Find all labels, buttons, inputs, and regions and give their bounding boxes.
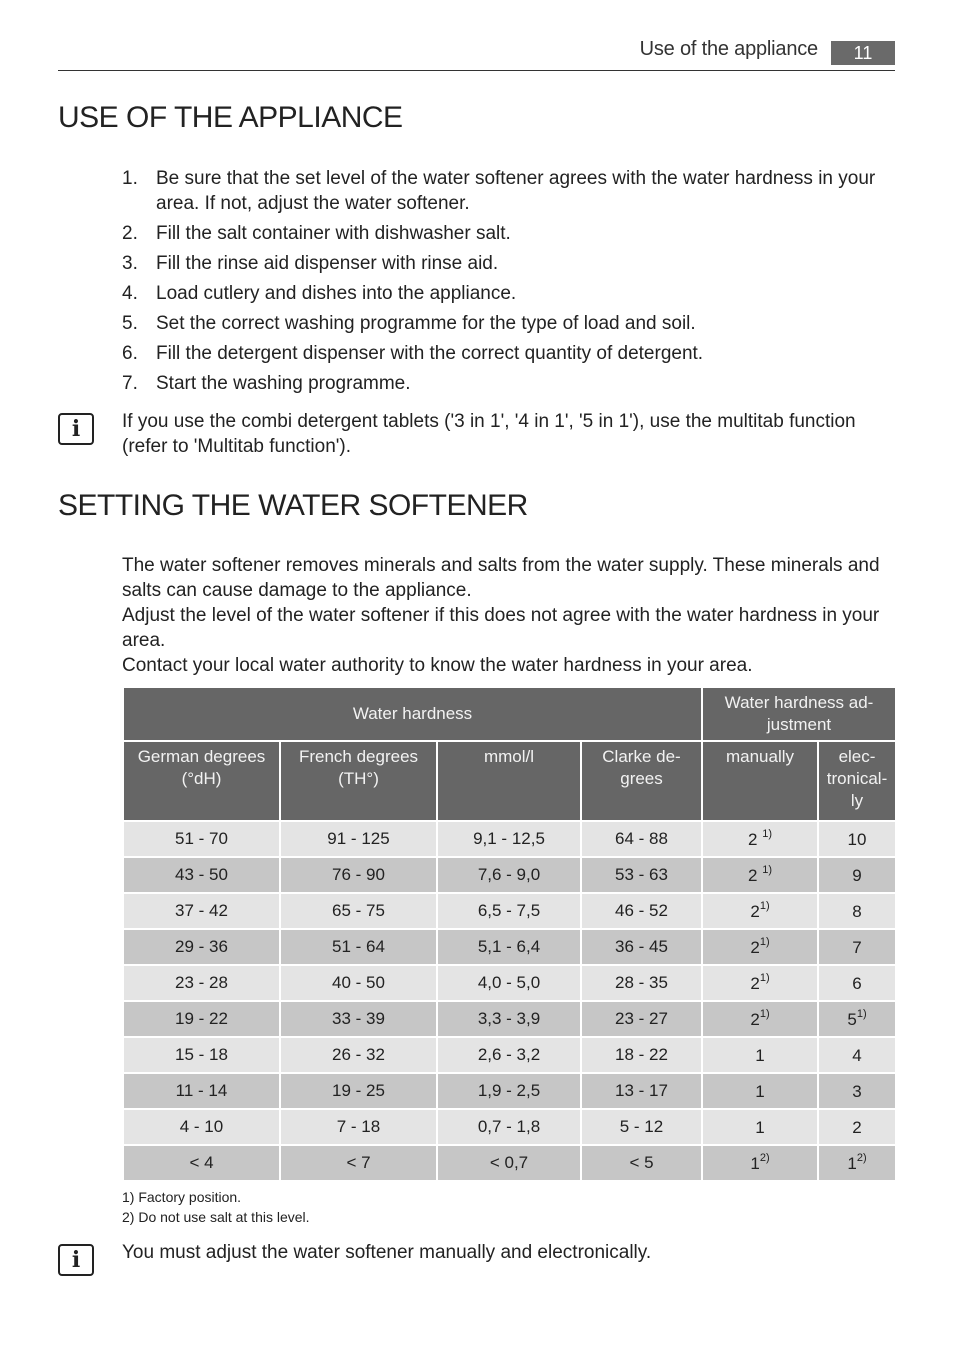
table-row xyxy=(123,821,896,857)
list-item xyxy=(122,221,892,246)
cell-electronic: 4 xyxy=(818,1037,896,1073)
footnote: 1) Factory position. xyxy=(122,1189,242,1205)
step-number: 1. xyxy=(122,168,138,189)
info-icon: i xyxy=(58,1244,94,1276)
table-row xyxy=(123,1037,896,1073)
intro-paragraph: The water softener removes minerals and salts from the water supply. These minerals and salts can cause damage to the appliance. xyxy=(122,555,880,601)
cell-french: < 7 xyxy=(280,1145,437,1181)
cell-mmol: 9,1 - 12,5 xyxy=(437,821,581,857)
column-header-french: French degrees (TH°) xyxy=(280,741,437,821)
cell-manual: 2 $^{1)}$ xyxy=(702,857,818,893)
page-number: 11 xyxy=(831,41,895,65)
cell-french: 7 - 18 xyxy=(280,1109,437,1145)
cell-french: 33 - 39 xyxy=(280,1001,437,1037)
section-title-softener: SETTING THE WATER SOFTENER xyxy=(58,489,528,522)
cell-german: 37 - 42 xyxy=(123,893,280,929)
cell-clarke: 53 - 63 xyxy=(581,857,702,893)
cell-electronic: 1$^{2)}$ xyxy=(818,1145,896,1181)
list-item xyxy=(122,166,892,216)
cell-french: 65 - 75 xyxy=(280,893,437,929)
cell-french: 76 - 90 xyxy=(280,857,437,893)
info-icon: i xyxy=(58,413,94,445)
cell-french: 26 - 32 xyxy=(280,1037,437,1073)
cell-mmol: < 0,7 xyxy=(437,1145,581,1181)
cell-french: 91 - 125 xyxy=(280,821,437,857)
cell-german: 29 - 36 xyxy=(123,929,280,965)
table-row xyxy=(123,929,896,965)
cell-mmol: 6,5 - 7,5 xyxy=(437,893,581,929)
step-text: Load cutlery and dishes into the appliance. xyxy=(156,283,517,304)
cell-electronic: 8 xyxy=(818,893,896,929)
cell-clarke: 18 - 22 xyxy=(581,1037,702,1073)
cell-electronic: 3 xyxy=(818,1073,896,1109)
cell-clarke: 5 - 12 xyxy=(581,1109,702,1145)
cell-manual: 1 xyxy=(702,1109,818,1145)
cell-french: 40 - 50 xyxy=(280,965,437,1001)
cell-electronic: 9 xyxy=(818,857,896,893)
cell-german: 11 - 14 xyxy=(123,1073,280,1109)
cell-manual: 2$^{1)}$ xyxy=(702,893,818,929)
step-text: Fill the salt container with dishwasher salt. xyxy=(156,223,511,244)
step-text: Be sure that the set level of the water softener agrees with the water hardness in your area. If not, adjust the water softener. xyxy=(156,168,876,214)
cell-clarke: 28 - 35 xyxy=(581,965,702,1001)
cell-manual: 1 xyxy=(702,1073,818,1109)
adjust-note: You must adjust the water softener manually and electronically. xyxy=(122,1242,652,1263)
step-text: Start the washing programme. xyxy=(156,373,411,394)
table-row xyxy=(123,1145,896,1181)
cell-mmol: 3,3 - 3,9 xyxy=(437,1001,581,1037)
cell-german: 15 - 18 xyxy=(123,1037,280,1073)
table-row xyxy=(123,965,896,1001)
cell-clarke: 13 - 17 xyxy=(581,1073,702,1109)
step-number: 5. xyxy=(122,313,138,334)
intro-paragraph: Adjust the level of the water softener if this does not agree with the water hardness in your area. xyxy=(122,605,880,651)
cell-clarke: 36 - 45 xyxy=(581,929,702,965)
section-title-use: USE OF THE APPLIANCE xyxy=(58,101,403,134)
cell-clarke: 23 - 27 xyxy=(581,1001,702,1037)
step-number: 3. xyxy=(122,253,138,274)
table-row xyxy=(123,1109,896,1145)
multitab-note: If you use the combi detergent tablets ('3 in 1', '4 in 1', '5 in 1'), use the multitab function (refer to 'Multitab function'). xyxy=(122,411,856,457)
step-number: 4. xyxy=(122,283,138,304)
cell-german: 43 - 50 xyxy=(123,857,280,893)
cell-mmol: 7,6 - 9,0 xyxy=(437,857,581,893)
cell-electronic: 2 xyxy=(818,1109,896,1145)
steps-list xyxy=(122,166,892,401)
table-footnotes xyxy=(122,1187,310,1227)
cell-german: 4 - 10 xyxy=(123,1109,280,1145)
list-item xyxy=(122,371,892,396)
cell-german: < 4 xyxy=(123,1145,280,1181)
cell-mmol: 1,9 - 2,5 xyxy=(437,1073,581,1109)
softener-intro xyxy=(122,553,897,678)
cell-manual: 2$^{1)}$ xyxy=(702,1001,818,1037)
cell-manual: 2$^{1)}$ xyxy=(702,965,818,1001)
cell-french: 19 - 25 xyxy=(280,1073,437,1109)
cell-german: 51 - 70 xyxy=(123,821,280,857)
water-hardness-table xyxy=(122,686,897,1182)
cell-electronic: 6 xyxy=(818,965,896,1001)
cell-manual: 2 $^{1)}$ xyxy=(702,821,818,857)
step-text: Fill the detergent dispenser with the correct quantity of detergent. xyxy=(156,343,704,364)
cell-mmol: 2,6 - 3,2 xyxy=(437,1037,581,1073)
footnote: 2) Do not use salt at this level. xyxy=(122,1209,310,1225)
step-number: 2. xyxy=(122,223,138,244)
table-row xyxy=(123,1001,896,1037)
cell-french: 51 - 64 xyxy=(280,929,437,965)
column-header-german: German degrees (°dH) xyxy=(123,741,280,821)
cell-clarke: 46 - 52 xyxy=(581,893,702,929)
list-item xyxy=(122,311,892,336)
list-item xyxy=(122,341,892,366)
step-number: 6. xyxy=(122,343,138,364)
column-header-mmol: mmol/l xyxy=(437,741,581,821)
running-header: Use of the appliance xyxy=(639,38,818,60)
cell-mmol: 5,1 - 6,4 xyxy=(437,929,581,965)
cell-german: 23 - 28 xyxy=(123,965,280,1001)
cell-manual: 2$^{1)}$ xyxy=(702,929,818,965)
table-row xyxy=(123,857,896,893)
cell-electronic: 10 xyxy=(818,821,896,857)
cell-german: 19 - 22 xyxy=(123,1001,280,1037)
cell-clarke: < 5 xyxy=(581,1145,702,1181)
group-header-hardness: Water hardness xyxy=(123,687,702,741)
column-header-clarke: Clarke de- grees xyxy=(581,741,702,821)
cell-mmol: 0,7 - 1,8 xyxy=(437,1109,581,1145)
column-header-electronically: elec- tronical- ly xyxy=(818,741,896,821)
step-number: 7. xyxy=(122,373,138,394)
cell-electronic: 7 xyxy=(818,929,896,965)
table-row xyxy=(123,1073,896,1109)
cell-clarke: 64 - 88 xyxy=(581,821,702,857)
list-item xyxy=(122,281,892,306)
cell-manual: 1$^{2)}$ xyxy=(702,1145,818,1181)
cell-manual: 1 xyxy=(702,1037,818,1073)
intro-paragraph: Contact your local water authority to know the water hardness in your area. xyxy=(122,655,753,676)
step-text: Fill the rinse aid dispenser with rinse aid. xyxy=(156,253,499,274)
column-header-manually: manually xyxy=(702,741,818,821)
table-row xyxy=(123,893,896,929)
step-text: Set the correct washing programme for the type of load and soil. xyxy=(156,313,696,334)
group-header-adjustment: Water hardness ad- justment xyxy=(702,687,896,741)
cell-electronic: 5$^{1)}$ xyxy=(818,1001,896,1037)
header-divider xyxy=(58,70,895,71)
cell-mmol: 4,0 - 5,0 xyxy=(437,965,581,1001)
list-item xyxy=(122,251,892,276)
